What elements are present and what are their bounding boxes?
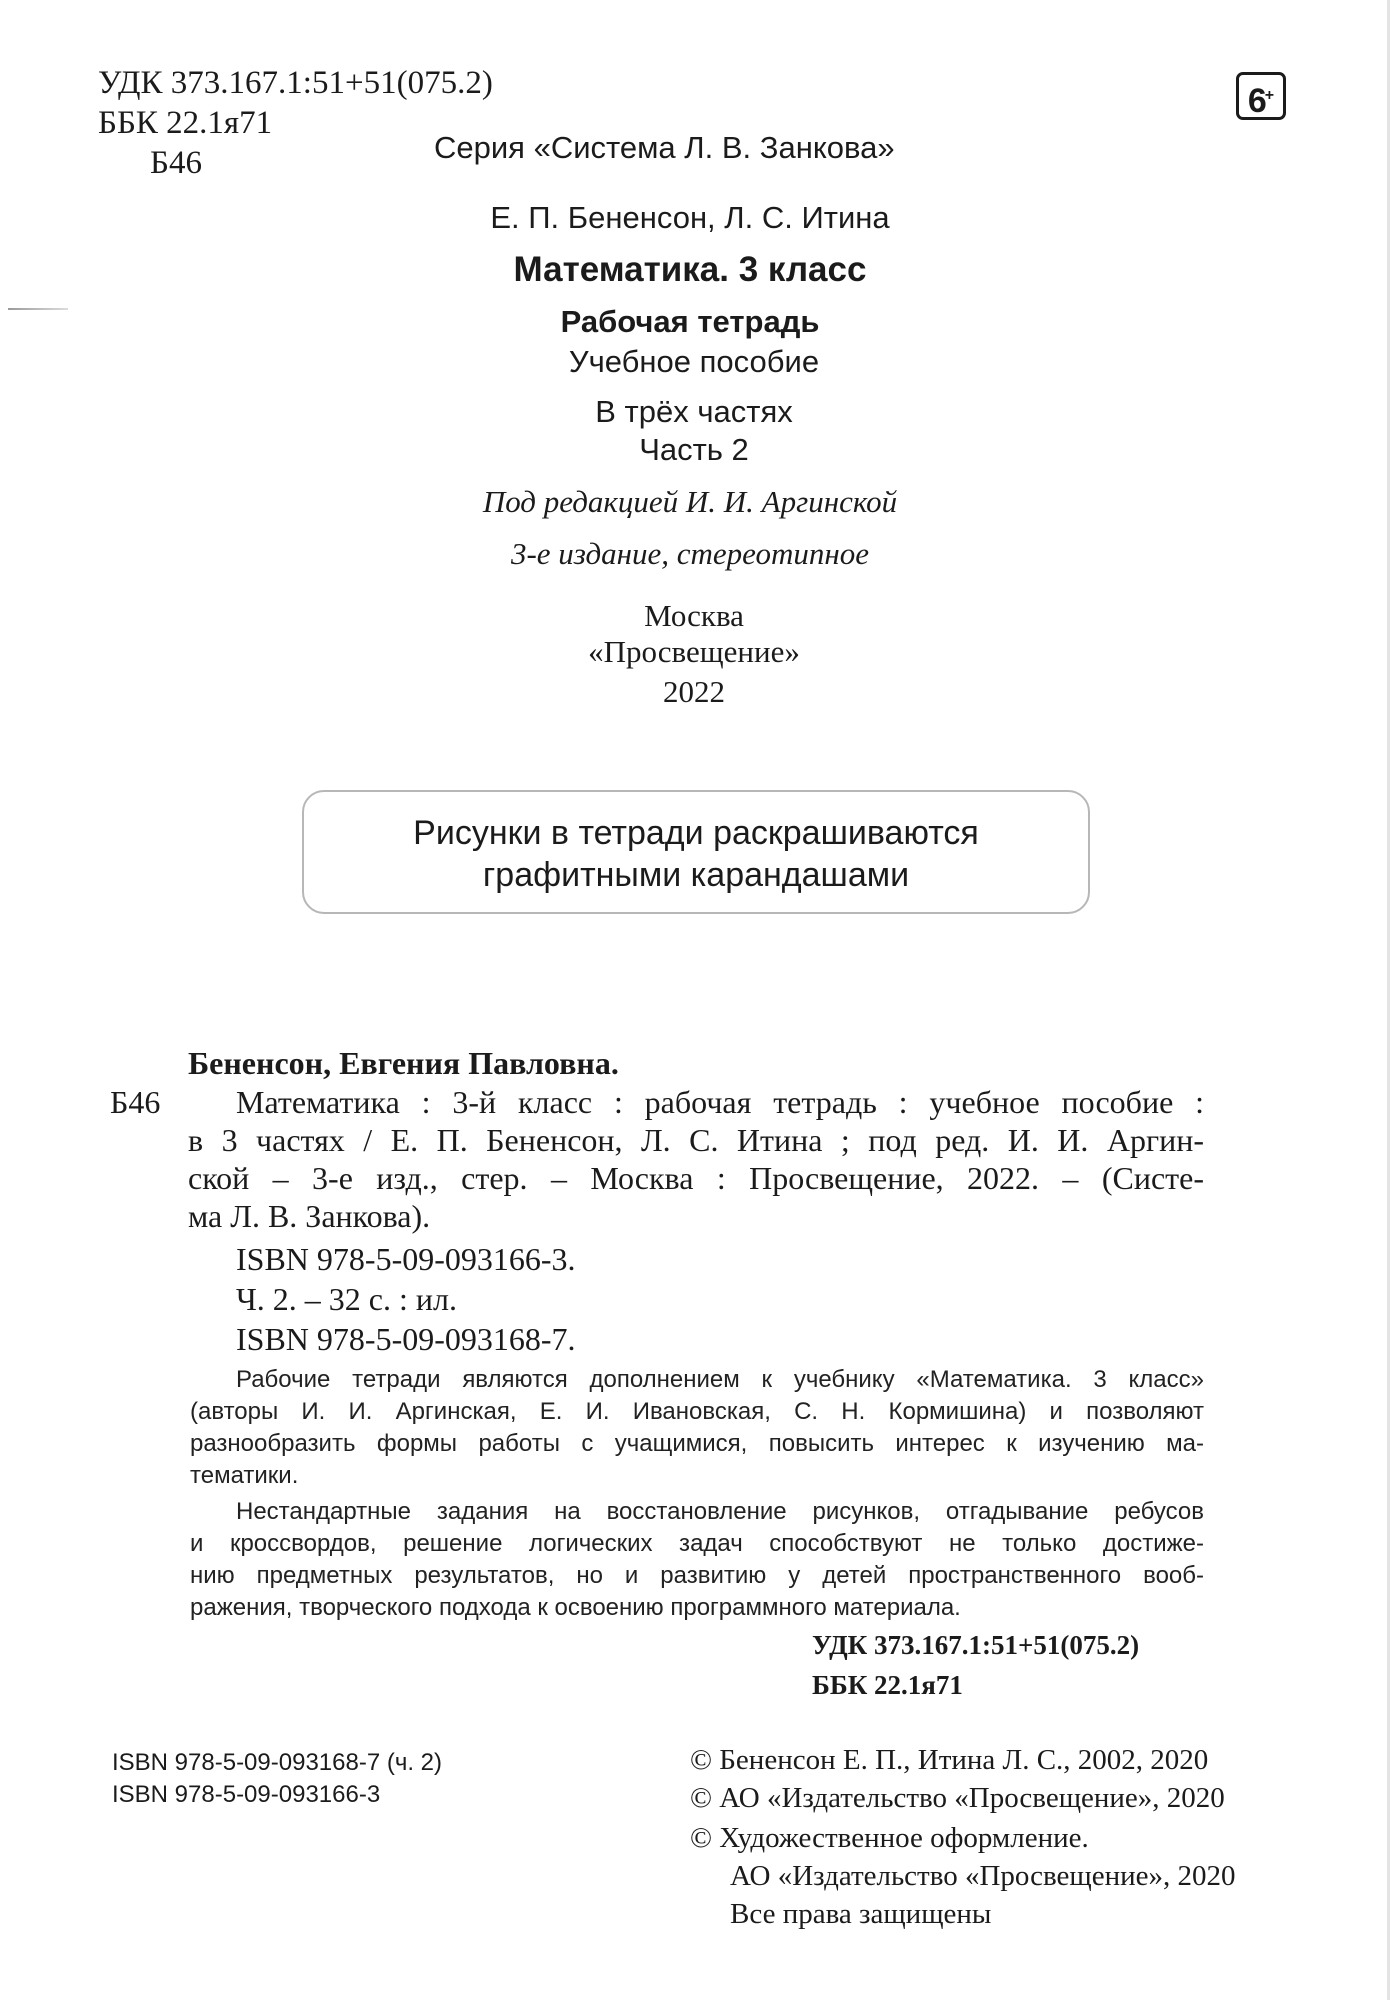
copyright-line: © Бененсон Е. П., Итина Л. С., 2002, 2020 <box>690 1744 1209 1776</box>
publisher-city: Москва <box>644 598 744 633</box>
annotation-line: тематики. <box>190 1462 299 1489</box>
publisher-name: «Просвещение» <box>588 634 800 669</box>
publication-year: 2022 <box>663 674 725 709</box>
isbn-part2: ISBN 978-5-09-093168-7 (ч. 2) <box>112 1749 443 1776</box>
biblio-mark: Б46 <box>110 1084 161 1120</box>
book-subtitle: Рабочая тетрадь <box>560 304 820 339</box>
age-rating-value: 6 <box>1247 82 1267 120</box>
biblio-line: ской – 3-е изд., стер. – Москва : Просвещение, 2022. – (Систе- <box>188 1160 1204 1196</box>
scan-mark <box>8 308 68 310</box>
udk-code: УДК 373.167.1:51+51(075.2) <box>98 65 493 101</box>
classification-bbk: ББК 22.1я71 <box>812 1670 963 1700</box>
book-parts: В трёх частях <box>595 394 793 429</box>
annotation-line: Нестандартные задания на восстановление рисунков, отгадывание ребусов <box>236 1498 1204 1525</box>
book-authors: Е. П. Бененсон, Л. С. Итина <box>490 200 890 235</box>
biblio-line: Математика : 3-й класс : рабочая тетрадь : учебное пособие : <box>236 1084 1204 1120</box>
notice-line-2: графитными карандашами <box>482 856 910 894</box>
biblio-line: ма Л. В. Занкова). <box>188 1198 431 1234</box>
biblio-line: в 3 частях / Е. П. Бененсон, Л. С. Итина ; под ред. И. И. Аргин- <box>188 1122 1204 1158</box>
annotation-line: (авторы И. И. Аргинская, Е. И. Ивановская, С. Н. Кормишина) и позволяют <box>190 1398 1204 1425</box>
annotation-line: разнообразить формы работы с учащимися, повысить интерес к изучению ма- <box>190 1430 1204 1457</box>
coloring-notice-box <box>302 790 1090 914</box>
copyright-line: © АО «Издательство «Просвещение», 2020 <box>690 1782 1225 1814</box>
book-title: Математика. 3 класс <box>513 250 867 289</box>
copyright-rights: Все права защищены <box>730 1898 992 1930</box>
annotation-line: и кроссвордов, решение логических задач способствуют не только достиже- <box>190 1530 1204 1557</box>
bbk-code: ББК 22.1я71 <box>98 105 273 141</box>
biblio-author: Бененсон, Евгения Павловна. <box>188 1045 619 1081</box>
book-type: Учебное пособие <box>568 344 820 379</box>
notice-line-1: Рисунки в тетради раскрашиваются <box>413 814 979 852</box>
annotation-line: Рабочие тетради являются дополнением к учебнику «Математика. 3 класс» <box>236 1366 1204 1393</box>
book-editor: Под редакцией И. И. Аргинской <box>482 484 898 519</box>
annotation-line: ражения, творческого подхода к освоению программного материала. <box>190 1594 961 1621</box>
biblio-isbn-set: ISBN 978-5-09-093166-3. <box>236 1241 576 1277</box>
scan-edge <box>1387 0 1390 2000</box>
copyright-line: © Художественное оформление. <box>690 1822 1089 1854</box>
book-edition: 3-е издание, стереотипное <box>510 536 870 571</box>
biblio-isbn-part: ISBN 978-5-09-093168-7. <box>236 1321 576 1357</box>
book-part: Часть 2 <box>639 432 749 467</box>
author-mark: Б46 <box>150 145 202 181</box>
classification-udk: УДК 373.167.1:51+51(075.2) <box>812 1630 1140 1660</box>
age-rating-badge <box>1236 72 1286 120</box>
age-rating-plus: + <box>1264 87 1275 104</box>
annotation-line: нию предметных результатов, но и развитию у детей пространственного вооб- <box>190 1562 1204 1589</box>
series-title: Серия «Система Л. В. Занкова» <box>434 130 895 165</box>
biblio-volume: Ч. 2. – 32 с. : ил. <box>236 1281 457 1317</box>
copyright-line: АО «Издательство «Просвещение», 2020 <box>730 1860 1236 1892</box>
isbn-set: ISBN 978-5-09-093166-3 <box>112 1781 381 1808</box>
